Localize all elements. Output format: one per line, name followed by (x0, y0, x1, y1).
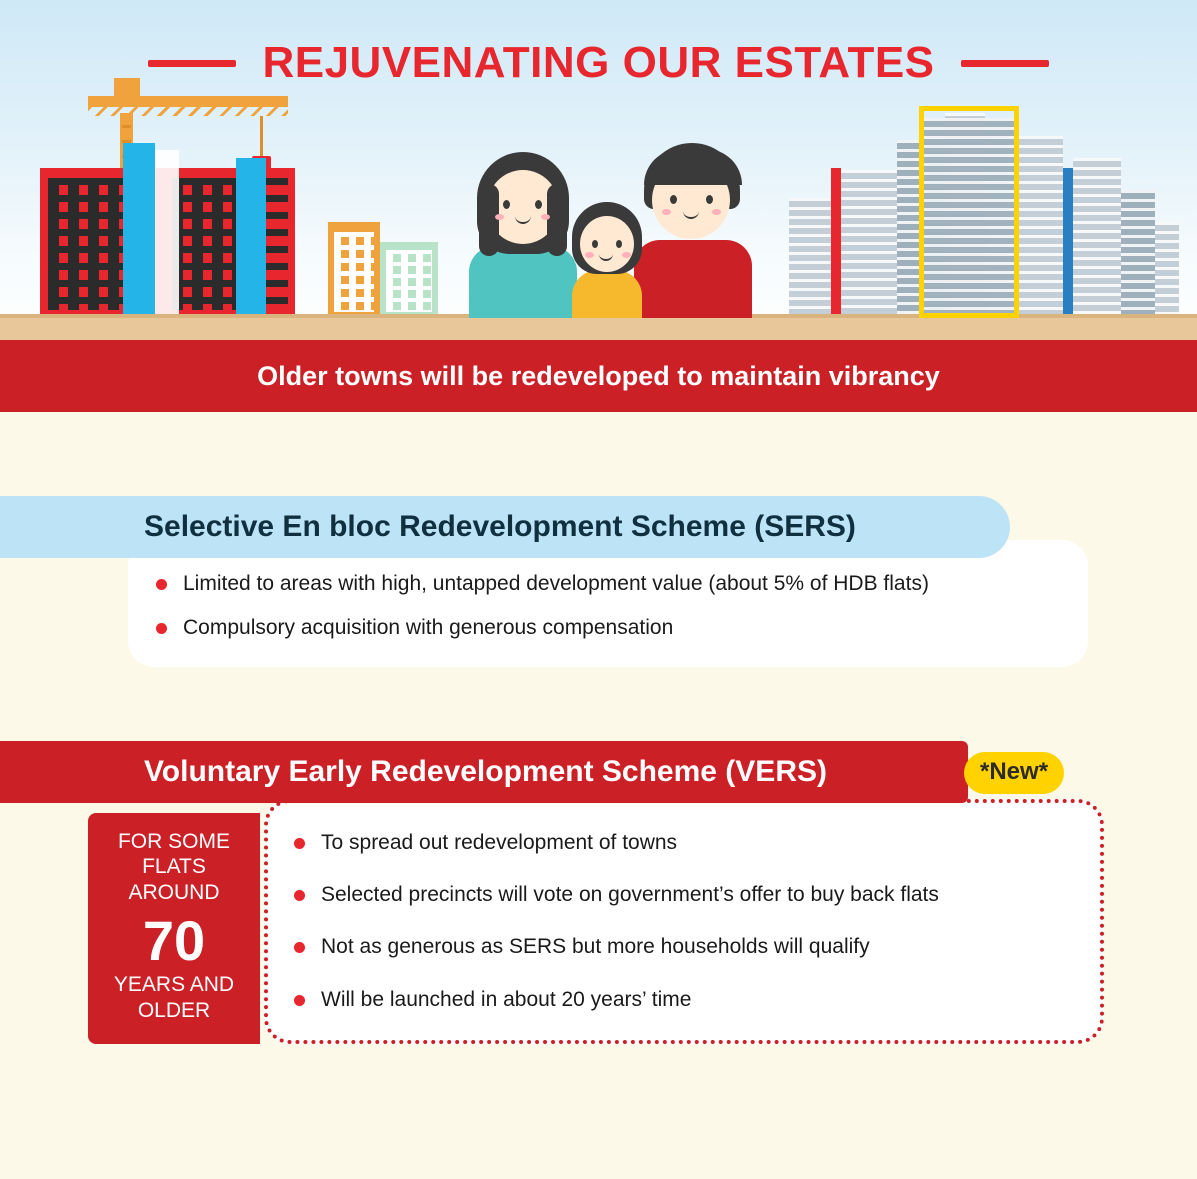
bullet-dot-icon (294, 942, 305, 953)
list-item (294, 829, 1076, 857)
vers-age-box (88, 813, 260, 1044)
list-item (294, 933, 1076, 961)
building-blue-tower-icon (123, 143, 155, 318)
banner-text: Older towns will be redeveloped to maintain vibrancy (257, 360, 940, 391)
bullet-dot-icon (294, 838, 305, 849)
hero-section (0, 0, 1197, 340)
bullet-dot-icon (294, 995, 305, 1006)
hdb-tower-icon (789, 198, 831, 318)
title-dash-right-icon (961, 60, 1049, 67)
vers-bullet-text: To spread out redevelopment of towns (321, 830, 678, 854)
vers-header (0, 741, 968, 803)
hdb-towers-scene (789, 88, 1179, 318)
hdb-tower-icon (1155, 222, 1179, 318)
age-box-number: 70 (142, 908, 206, 972)
list-item (156, 570, 1064, 598)
vers-section (0, 741, 1197, 1044)
sers-card (128, 540, 1088, 667)
age-box-line3: AROUND (128, 880, 220, 904)
crane-cable-icon (260, 116, 263, 158)
family-member-child-icon (560, 196, 652, 318)
title-dash-left-icon (148, 60, 236, 67)
list-item (294, 881, 1076, 909)
banner (0, 340, 1197, 412)
sers-section (0, 496, 1197, 667)
vers-bullet-text: Selected precincts will vote on government’s offer to buy back flats (321, 883, 939, 907)
page-title: REJUVENATING OUR ESTATES (262, 38, 935, 87)
sers-bullet-text: Compulsory acquisition with generous compensation (183, 616, 674, 640)
bullet-dot-icon (294, 890, 305, 901)
bullet-dot-icon (156, 579, 167, 590)
hdb-tower-accent-icon (1063, 168, 1073, 318)
age-box-line5: OLDER (137, 998, 211, 1022)
hdb-tower-icon (1121, 190, 1155, 318)
building-mint-icon (380, 242, 438, 318)
building-blue-tower2-icon (236, 158, 266, 318)
building-white-strip-icon (155, 150, 179, 318)
hdb-tower-accent-icon (831, 168, 841, 318)
content-area (0, 496, 1197, 1054)
age-box-line1: FOR SOME (117, 829, 230, 853)
building-orange-icon (328, 222, 380, 318)
construction-scene (28, 78, 448, 318)
hdb-tower-icon (1073, 158, 1121, 318)
vers-title: Voluntary Early Redevelopment Scheme (VERS) (144, 754, 827, 788)
list-item (294, 986, 1076, 1014)
sers-title: Selective En bloc Redevelopment Scheme (SERS) (144, 510, 856, 543)
ground-strip (0, 318, 1197, 340)
hero-title-row (0, 38, 1197, 88)
hdb-tower-icon (841, 170, 897, 318)
sers-bullet-text: Limited to areas with high, untapped development value (about 5% of HDB flats) (183, 572, 929, 595)
vers-bullet-text: Will be launched in about 20 years’ time (321, 987, 692, 1011)
list-item (156, 614, 1064, 642)
age-box-line2: FLATS (142, 855, 206, 879)
age-box-line4: YEARS AND (113, 973, 235, 997)
sers-header (0, 496, 1010, 558)
status-badge: *New* (964, 752, 1064, 794)
highlight-box-icon (919, 106, 1019, 318)
crane-jib-truss-icon (88, 107, 288, 116)
family-illustration (455, 143, 755, 318)
hdb-tower-icon (1019, 136, 1063, 318)
vers-card (264, 799, 1104, 1044)
vers-bullet-text: Not as generous as SERS but more households will qualify (321, 935, 870, 959)
bullet-dot-icon (156, 623, 167, 634)
